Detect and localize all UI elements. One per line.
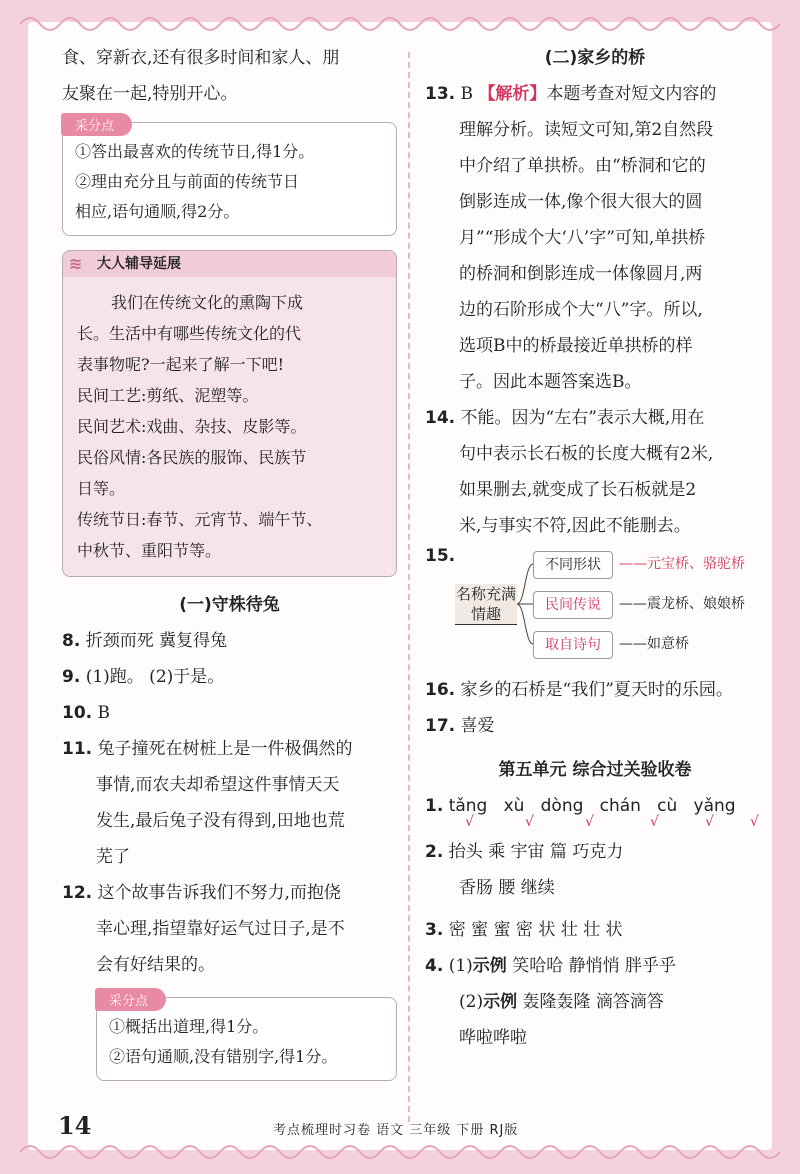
unit-answer-4-part2 bbox=[425, 984, 765, 1020]
answer-13-cont: 倒影连成一体,像个很大很大的圆 bbox=[459, 192, 703, 212]
q-number: 2. bbox=[425, 842, 444, 862]
ext-line: 长。生活中有哪些传统文化的代 bbox=[77, 324, 302, 343]
answer-text: 不能。因为“左右”表示大概,用在 bbox=[460, 408, 705, 428]
unit-answer-2-cont: 香肠 腰 继续 bbox=[459, 878, 555, 898]
pinyin-item: chán bbox=[599, 796, 641, 816]
pinyin-item: yǎng bbox=[693, 796, 736, 816]
answer-14 bbox=[425, 400, 765, 436]
unit-answer-2 bbox=[425, 834, 765, 870]
q-number: 11. bbox=[62, 739, 93, 759]
q-number: 1. bbox=[425, 796, 444, 816]
answer-text: 折颈而死 冀复得兔 bbox=[85, 631, 228, 651]
q-number: 17. bbox=[425, 716, 456, 736]
answer-14-cont: 如果删去,就变成了长石板就是2 bbox=[459, 480, 697, 500]
answer-13-cont: 子。因此本题答案选B。 bbox=[459, 372, 642, 392]
q-number: 4. bbox=[425, 956, 444, 976]
answer-8 bbox=[62, 623, 397, 659]
score-points-box-2 bbox=[96, 994, 397, 1081]
answer-text: 密 蜜 蜜 密 状 壮 壮 状 bbox=[448, 920, 623, 940]
example-label: 示例 bbox=[483, 992, 518, 1012]
q-number: 10. bbox=[62, 703, 93, 723]
unit-answer-3 bbox=[425, 912, 765, 948]
check-mark-icon: √ bbox=[650, 814, 659, 830]
parent-guidance-title: 大人辅导延展 bbox=[97, 256, 181, 272]
answer-14-cont: 句中表示长石板的长度大概有2米, bbox=[459, 444, 714, 464]
score-line: 相应,语句通顺,得2分。 bbox=[75, 202, 240, 221]
check-mark-icon: √ bbox=[750, 814, 759, 830]
answer-text: 这个故事告诉我们不努力,而抱侥 bbox=[97, 883, 341, 903]
diagram-center-label: 名称充满情趣 bbox=[455, 585, 516, 623]
answer-text: (1)跑。 (2)于是。 bbox=[85, 667, 225, 687]
branch-answer-legend: ——震龙桥、娘娘桥 bbox=[619, 596, 745, 612]
branch-label-shape: 不同形状 bbox=[533, 551, 613, 579]
bottom-wave-border bbox=[20, 1140, 780, 1166]
answer-text: B bbox=[97, 703, 111, 723]
part-prefix: (2) bbox=[459, 992, 484, 1012]
unit-answer-1 bbox=[425, 788, 765, 830]
answer-text: 笑哈哈 静悄悄 胖乎乎 bbox=[512, 956, 677, 976]
unit-answer-4-part2-cont: 哗啦哗啦 bbox=[459, 1028, 527, 1048]
wave-lines-icon: ≋ bbox=[69, 254, 83, 273]
parent-guidance-header bbox=[63, 251, 396, 277]
answer-13-cont: 边的石阶形成个大“八”字。所以, bbox=[459, 300, 703, 320]
branch-answer-poem: ——如意桥 bbox=[619, 636, 689, 652]
score-points-box-1 bbox=[62, 119, 397, 236]
example-label: 示例 bbox=[472, 956, 507, 976]
pinyin-item: cù bbox=[657, 796, 678, 816]
ext-line: 传统节日:春节、元宵节、端午节、 bbox=[77, 510, 323, 529]
branch-label-poem: 取自诗句 bbox=[533, 631, 613, 659]
answer-text: 抬头 乘 宇宙 篇 巧克力 bbox=[448, 842, 624, 862]
answer-11-cont: 芜了 bbox=[96, 847, 130, 867]
unit-title: 第五单元 综合过关验收卷 bbox=[498, 760, 692, 780]
ext-line: 日等。 bbox=[77, 479, 126, 498]
check-mark-icon: √ bbox=[585, 814, 594, 830]
pinyin-item: xù bbox=[503, 796, 525, 816]
pinyin-item: tǎng bbox=[448, 796, 488, 816]
intro-line-1: 食、穿新衣,还有很多时间和家人、朋 bbox=[62, 48, 340, 68]
parent-guidance-box bbox=[62, 250, 397, 577]
right-column bbox=[425, 40, 765, 1056]
bridge-name-diagram bbox=[425, 546, 765, 666]
q-number: 9. bbox=[62, 667, 81, 687]
intro-line-2: 友聚在一起,特别开心。 bbox=[62, 84, 238, 104]
answer-11-cont: 发生,最后兔子没有得到,田地也荒 bbox=[96, 811, 345, 831]
unit-answer-4 bbox=[425, 948, 765, 984]
branch-label-legend: 民间传说 bbox=[533, 591, 613, 619]
score-line: ②理由充分且与前面的传统节日 bbox=[75, 172, 300, 191]
q-number: 14. bbox=[425, 408, 456, 428]
score-line: ①概括出道理,得1分。 bbox=[109, 1017, 269, 1036]
branch-answer-shape: ——元宝桥、骆驼桥 bbox=[619, 556, 745, 572]
answer-11-cont: 事情,而农夫却希望这件事情天天 bbox=[96, 775, 340, 795]
answer-text: 轰隆轰隆 滴答滴答 bbox=[522, 992, 664, 1012]
ext-line: 民间艺术:戏曲、杂技、皮影等。 bbox=[77, 417, 307, 436]
section-title-2: (二)家乡的桥 bbox=[544, 48, 646, 68]
answer-16 bbox=[425, 672, 765, 708]
ext-line: 我们在传统文化的熏陶下成 bbox=[111, 293, 304, 312]
ext-line: 中秋节、重阳节等。 bbox=[77, 541, 222, 560]
answer-17 bbox=[425, 708, 765, 744]
answer-text: 本题考查对短文内容的 bbox=[546, 84, 717, 104]
answer-12-cont: 会有好结果的。 bbox=[96, 955, 215, 975]
answer-12-cont: 幸心理,指望靠好运气过日子,是不 bbox=[96, 919, 345, 939]
ext-line: 民俗风情:各民族的服饰、民族节 bbox=[77, 448, 307, 467]
section-title-1: (一)守株待兔 bbox=[179, 595, 280, 615]
answer-11 bbox=[62, 731, 397, 767]
answer-choice: B bbox=[460, 84, 474, 104]
check-mark-icon: √ bbox=[465, 814, 474, 830]
answer-10 bbox=[62, 695, 397, 731]
answer-14-cont: 米,与事实不符,因此不能删去。 bbox=[459, 516, 691, 536]
pinyin-item: dòng bbox=[540, 796, 584, 816]
answer-text: 家乡的石桥是“我们”夏天时的乐园。 bbox=[460, 680, 733, 700]
q-number: 16. bbox=[425, 680, 456, 700]
answer-13 bbox=[425, 76, 765, 112]
answer-13-cont: 理解分析。读短文可知,第2自然段 bbox=[459, 120, 714, 140]
q-number: 15. bbox=[425, 546, 456, 566]
answer-text: 兔子撞死在树桩上是一件极偶然的 bbox=[97, 739, 353, 759]
q-number: 3. bbox=[425, 920, 444, 940]
answer-text: 喜爱 bbox=[460, 716, 495, 736]
answer-13-cont: 选项B中的桥最接近单拱桥的样 bbox=[459, 336, 693, 356]
check-mark-icon: √ bbox=[705, 814, 714, 830]
part-prefix: (1) bbox=[448, 956, 473, 976]
left-column bbox=[62, 40, 397, 1081]
score-line: ①答出最喜欢的传统节日,得1分。 bbox=[75, 142, 315, 161]
answer-13-cont: 的桥洞和倒影连成一体像圆月,两 bbox=[459, 264, 703, 284]
footer-text: 考点梳理时习卷 语文 三年级 下册 RJ版 bbox=[273, 1123, 519, 1138]
column-divider bbox=[408, 52, 410, 1122]
answer-9 bbox=[62, 659, 397, 695]
answer-13-cont: 中介绍了单拱桥。由“桥洞和它的 bbox=[459, 156, 706, 176]
page-number: 14 bbox=[58, 1111, 92, 1140]
score-line: ②语句通顺,没有错别字,得1分。 bbox=[109, 1047, 338, 1066]
answer-12 bbox=[62, 875, 397, 911]
q-number: 12. bbox=[62, 883, 93, 903]
answer-13-cont: 月”“形成个大‘八’字”可知,单拱桥 bbox=[459, 228, 706, 248]
ext-line: 民间工艺:剪纸、泥塑等。 bbox=[77, 386, 259, 405]
score-points-badge: 采分点 bbox=[61, 113, 132, 136]
top-wave-border bbox=[20, 10, 780, 36]
score-points-badge: 采分点 bbox=[95, 988, 166, 1011]
analysis-tag: 【解析】 bbox=[478, 84, 547, 104]
q-number: 13. bbox=[425, 84, 456, 104]
ext-line: 表事物呢?一起来了解一下吧! bbox=[77, 355, 285, 374]
check-mark-icon: √ bbox=[525, 814, 534, 830]
q-number: 8. bbox=[62, 631, 81, 651]
